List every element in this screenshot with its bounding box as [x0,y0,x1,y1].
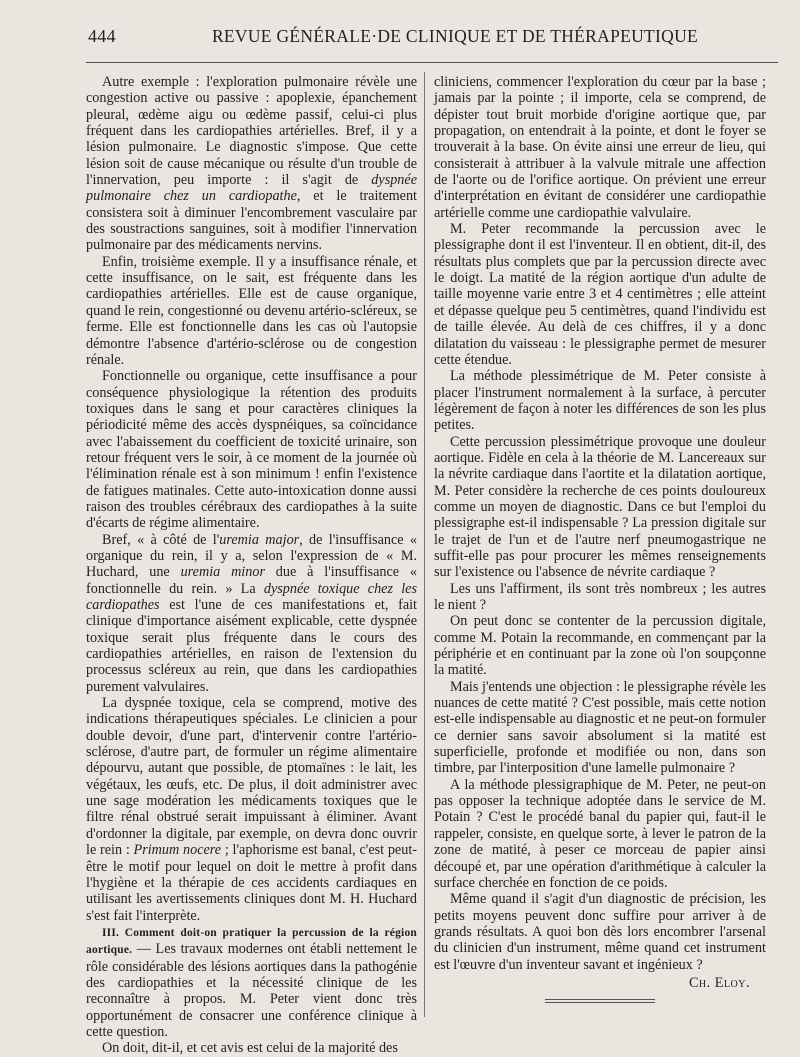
author-signature: Ch. Eloy. [688,974,750,991]
paragraph: On doit, dit-il, et cet avis est celui de la majorité des [102,1040,398,1057]
left-column [86,74,417,1057]
header-rule [86,62,778,63]
paragraph: Mais j'entends une objection : le plessigraphe révèle les nuances de cette matité ? C'est possible, mais cette notion est-elle indispensable au diagnostic et ne peut-on formuler ce dernier sans savoir absolument si la matité est superficielle, profonde et modifiée ou non, dans son timbre, par l'interposition d'une lamelle pulmonaire ? [434,678,766,777]
paragraph: Enfin, troisième exemple. Il y a insuffisance rénale, et cette insuffisance, on le sait, est fréquente dans les cardiopathies artérielles. Elle est de cause organique, quand le rein, congestionné ou devenu artério-scléreux, se ferme. Elle est fonctionnelle dans les cas où l'autopsie démontre l'absence d'artério-sclérose ou de congestion rénale. [86,253,417,368]
paragraph: Fonctionnelle ou organique, cette insuffisance a pour conséquence physiologique la rétention des produits toxiques dans le sang et pour caractères cliniques la périodicité même des accès dyspnéiques, sa coïncidance avec l'abaissement du coefficient de toxicité urinaire, son retour fréquent vers le soir, à ce moment de la journée où l'élimination rénale est à son minimum ! enfin l'existence de fatigues matinales. Cette auto-intoxication donne aussi raison des troubles cérébraux des cardiopathes à la suite d'écarts de régime alimentaire. [86,368,417,532]
paragraph: Autre exemple : l'exploration pulmonaire révèle une congestion active ou passive : apoplexie, épanchement pleural, œdème aigu ou œdème passif, celui-ci plus fréquent dans les cardiopathies artérielles. Bref, il y a lésion pulmonaire. Le diagnostic s'impose. Que cette lésion soit de cause mécanique ou résulte d'un trouble de l'innervation, peu importe : il s'agit de dyspnée pulmonaire chez un cardiopathe, et le traitement consistera soit à diminuer l'encombrement vasculaire par des soustractions sanguines, soit à modifier l'innervation pulmonaire par des médicaments nervins. [86,74,417,254]
section-heading: III. Comment doit-on pratiquer la percussion de la région aortique. [86,926,417,957]
paragraph: La méthode plessimétrique de M. Peter consiste à placer l'instrument normalement à la surface, à percuter légèrement de façon à noter les différences de son les plus petites. [434,368,766,434]
right-column [434,74,766,1003]
paragraph: III. Comment doit-on pratiquer la percussion de la région aortique. — Les travaux modernes ont établi nettement le rôle considérable des lésions aortiques dans la pathogénie des cardiopathies et la nécessité clinique de les reconnaître à propos. M. Peter vient donc très opportunément de consacrer une conférence clinique à cette question. [86,926,417,1040]
paragraph: On peut donc se contenter de la percussion digitale, comme M. Potain la recommande, en commençant par la périphérie et en continuant par la zone où l'on soupçonne la matité. [434,613,766,679]
running-title: REVUE GÉNÉRALE·DE CLINIQUE ET DE THÉRAPEUTIQUE [211,26,699,46]
end-rule [545,999,655,1003]
page-header [88,26,780,52]
paragraph: cliniciens, commencer l'exploration du cœur par la base ; jamais par la pointe ; il importe, cela se comprend, de dépister tout bruit morbide d'origine aortique que, par propagation, on entendrait à la pointe, et dont le foyer se trouverait à la base. On évite ainsi une erreur de lieu, qui consisterait à attribuer à la valvule mitrale une affection de l'aorte ou de l'orifice aortique. On prévient une erreur d'interprétation en évitant de considérer une cardiopathie artérielle comme une cardiopathie valvulaire. [434,74,766,221]
paragraph: Bref, « à côté de l'uremia major, de l'insuffisance « organique du rein, il y a, selon l'expression de « M. Huchard, une uremia minor due à l'insuffisance « fonctionnelle du rein. » La dyspnée toxique chez les cardiopathes est l'une de ces manifestations et, fait clinique d'importance aisément explicable, cette dyspnée toxique serait plus fréquente dans le cours des cardiopathies artérielles, en raison de l'extension du processus scléreux au rein, que dans les cardiopathies purement valvulaires. [86,531,417,695]
paragraph: Même quand il s'agit d'un diagnostic de précision, les petits moyens peuvent donc suffire pour arriver à de grands résultats. A quoi bon dès lors encombrer l'arsenal du clinicien d'un instrument, même quand cet instrument est l'œuvre d'un inventeur savant et ingénieux ? [434,891,766,973]
page-number: 444 [88,26,116,46]
paragraph: Cette percussion plessimétrique provoque une douleur aortique. Fidèle en cela à la théorie de M. Lancereaux sur la névrite cardiaque dans l'aortite et la dilatation aortique, M. Peter considère la recherche de ces points douloureux comme un moyen de diagnostic. Dans ce but l'emploi du plessigraphe est-il indispensable ? La pression digitale sur le trajet de l'un et de l'autre nerf pneumogastrique ne suffit-elle pas pour procurer les mêmes renseignements sur l'existence ou l'absence de névrite cardiaque ? [434,433,766,581]
paragraph: Les uns l'affirment, ils sont très nombreux ; les autres le nient ? [434,580,766,613]
paragraph: La dyspnée toxique, cela se comprend, motive des indications thérapeutiques spéciales. Le clinicien a pour double devoir, d'une part, d'intervenir contre l'artério-sclérose, d'autre part, de formuler un régime alimentaire dépourvu, autant que possible, de ptomaïnes : le lait, les végétaux, les œufs, etc. De plus, il doit administrer avec une sage modération les médicaments toxiques que le filtre rénal obstrué serait impuissant à éliminer. Avant d'ordonner la digitale, par exemple, on devra donc ouvrir le rein : Primum nocere ; l'aphorisme est banal, c'est peut-être le motif pour lequel on doit le mettre à profit dans l'hygiène et la thérapie de ces accidents cardiaques en utilisant les avertissements cliniques dont M. H. Huchard s'est fait l'interprète. [86,695,417,924]
paragraph: M. Peter recommande la percussion avec le plessigraphe dont il est l'inventeur. Il en obtient, dit-il, des résultats plus complets que par la percussion directe avec le doigt. La matité de la région aortique d'un adulte de taille moyenne varie entre 3 et 4 centimètres ; elle atteint et dépasse quelque peu 5 centimètres, quand l'individu est de taille élevée. Au delà de ces chiffres, il y a donc dilatation du vaisseau : le plessigraphe permet de mesurer cette étendue. [434,221,766,368]
column-divider [424,72,425,1017]
paragraph: A la méthode plessigraphique de M. Peter, ne peut-on pas opposer la technique adoptée dans le service de M. Potain ? C'est le procédé banal du papier qui, faut-il le rappeler, consiste, en quelque sorte, à lever le patron de la zone de matité, à peser ce morceau de papier ainsi découpé et, par une opération d'arithmétique à calculer la surface cherchée en fonction de ce poids. [434,776,766,891]
